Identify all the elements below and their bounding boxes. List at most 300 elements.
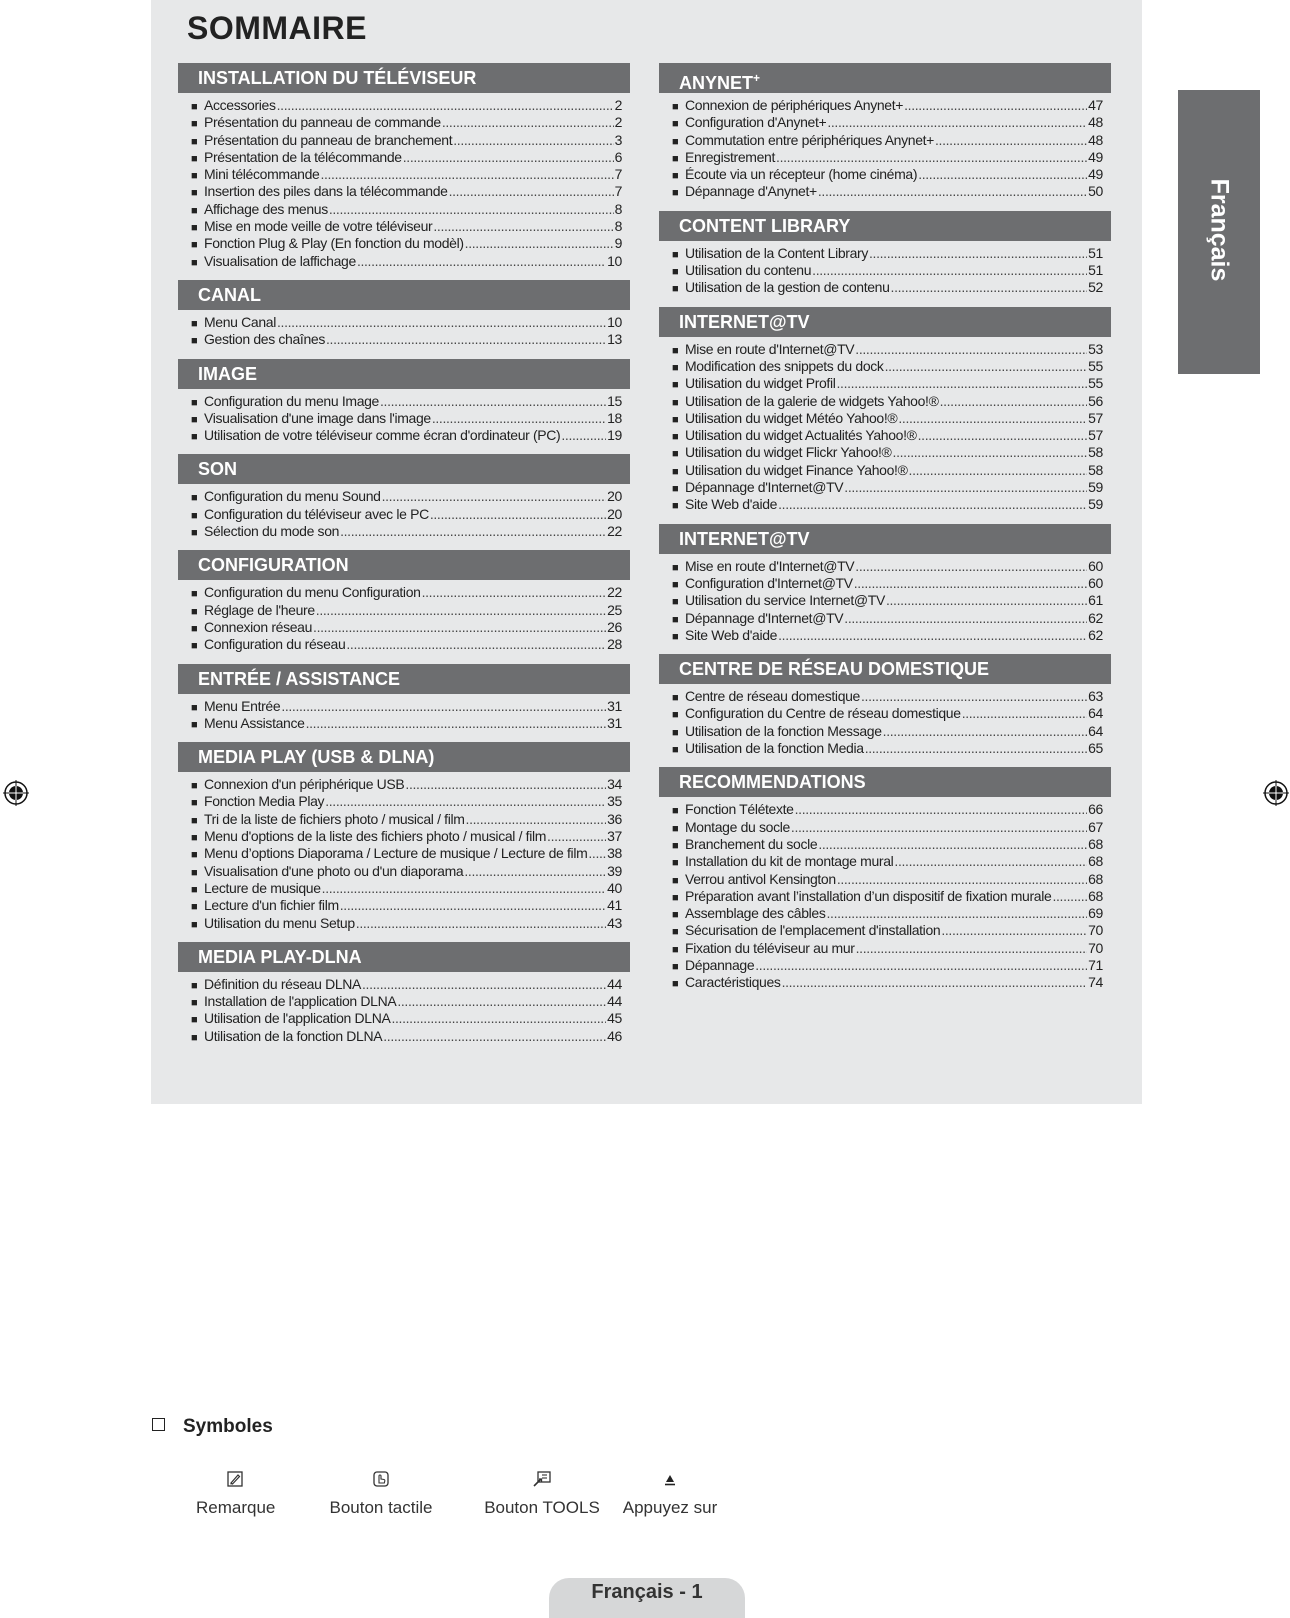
bullet-square-icon: ■ <box>191 849 198 862</box>
toc-entry <box>659 358 1111 375</box>
dot-leader <box>380 393 606 410</box>
toc-entry <box>659 479 1111 496</box>
toc-entry-title: Fonction Plug & Play (En fonction du modèl) <box>204 235 464 252</box>
bullet-square-icon: ■ <box>191 204 198 217</box>
dot-leader <box>854 575 1087 592</box>
toc-entry-title: Dépannage <box>685 956 755 973</box>
toc-entry-title: Insertion des piles dans la télécommande <box>204 183 448 200</box>
toc-entry-page: 31 <box>607 697 622 714</box>
bullet-square-icon: ■ <box>672 396 679 409</box>
toc-entry-title: Préparation avant l’installation d’un dispositif de fixation murale <box>685 887 1052 904</box>
toc-entry-title: Enregistrement <box>685 148 776 165</box>
section-heading <box>659 524 1111 554</box>
toc-entry <box>178 506 630 523</box>
dot-leader <box>433 218 613 235</box>
toc-entry-page: 40 <box>607 879 622 896</box>
toc-entry-title: Lecture d'un fichier film <box>204 897 339 914</box>
toc-entry <box>659 627 1111 644</box>
toc-entry-page: 74 <box>1088 974 1103 991</box>
toc-entry <box>659 97 1111 114</box>
dot-leader <box>909 462 1088 479</box>
bullet-square-icon: ■ <box>191 797 198 810</box>
bullet-square-icon: ■ <box>672 857 679 870</box>
toc-entry-page: 31 <box>607 714 622 731</box>
dot-leader <box>856 940 1088 957</box>
toc-entry-page: 7 <box>614 183 622 200</box>
section-heading-text: INTERNET@TV <box>679 528 810 549</box>
bullet-square-icon: ■ <box>672 978 679 991</box>
toc-entry-title: Utilisation de la fonction Media <box>685 740 864 757</box>
toc-entry-page: 68 <box>1088 870 1103 887</box>
toc-entry-title: Écoute via un récepteur (home cinéma) <box>685 166 918 183</box>
toc-entry <box>659 610 1111 627</box>
toc-entry <box>178 132 630 149</box>
toc-entry-page: 65 <box>1088 740 1103 757</box>
section-heading-text: CENTRE DE RÉSEAU DOMESTIQUE <box>679 659 990 680</box>
bullet-square-icon: ■ <box>672 483 679 496</box>
dot-leader <box>795 801 1088 818</box>
toc-entry-title: Installation du kit de montage mural <box>685 853 894 870</box>
toc-entry <box>178 523 630 540</box>
toc-entry-title: Dépannage d'Internet@TV <box>685 609 844 626</box>
toc-entry-page: 6 <box>614 148 622 165</box>
section-heading-text: RECOMMENDATIONS <box>679 772 866 793</box>
toc-entry <box>659 922 1111 939</box>
toc-entry <box>178 114 630 131</box>
bullet-square-icon: ■ <box>672 709 679 722</box>
toc-entry-title: Utilisation de l'application DLNA <box>204 1010 391 1027</box>
toc-entry <box>659 427 1111 444</box>
toc-entry-title: Utilisation du widget Profil <box>685 375 836 392</box>
dot-leader <box>547 828 606 845</box>
dot-leader <box>362 976 606 993</box>
toc-entry-title: Installation de l'application DLNA <box>204 993 397 1010</box>
toc-entry-page: 62 <box>1088 609 1103 626</box>
toc-entry-page: 49 <box>1088 148 1103 165</box>
toc-section <box>659 654 1111 757</box>
toc-entry-title: Configuration d'Anynet+ <box>685 114 827 131</box>
toc-entry-title: Visualisation d'une photo ou d'un diaporama <box>204 862 464 879</box>
toc-entry <box>178 97 630 114</box>
bullet-square-icon: ■ <box>191 605 198 618</box>
symbol-tools-button <box>483 1470 601 1518</box>
dot-leader <box>325 793 606 810</box>
page-title: SOMMAIRE <box>187 10 367 46</box>
toc-section <box>659 767 1111 991</box>
bullet-square-icon: ■ <box>672 561 679 574</box>
toc-entry-page: 68 <box>1088 853 1103 870</box>
dot-leader <box>886 592 1087 609</box>
dot-leader <box>844 610 1087 627</box>
section-heading-text: CONTENT LIBRARY <box>679 215 851 236</box>
dot-leader <box>778 496 1087 513</box>
dot-leader <box>904 97 1087 114</box>
toc-entry-page: 51 <box>1088 244 1103 261</box>
toc-entry <box>659 740 1111 757</box>
toc-entry <box>178 976 630 993</box>
toc-entry-title: Configuration du réseau <box>204 636 346 653</box>
bullet-square-icon: ■ <box>672 135 679 148</box>
dot-leader <box>855 558 1087 575</box>
toc-entry-title: Menu Assistance <box>204 714 305 731</box>
toc-entry <box>178 845 630 862</box>
bullet-square-icon: ■ <box>672 692 679 705</box>
toc-entry-title: Connexion d'un périphérique USB <box>204 776 405 793</box>
dot-leader <box>422 584 607 601</box>
toc-entry-title: Menu Canal <box>204 313 276 330</box>
toc-entry <box>659 957 1111 974</box>
dot-leader <box>782 974 1088 991</box>
toc-entry-page: 22 <box>607 584 622 601</box>
toc-entry <box>178 897 630 914</box>
section-heading <box>178 942 630 972</box>
bullet-square-icon: ■ <box>672 283 679 296</box>
toc-entry-page: 64 <box>1088 705 1103 722</box>
bullet-square-icon: ■ <box>672 943 679 956</box>
toc-entry <box>659 410 1111 427</box>
toc-entry <box>178 314 630 331</box>
dot-leader <box>812 262 1087 279</box>
section-heading <box>659 211 1111 241</box>
bullet-square-icon: ■ <box>672 630 679 643</box>
toc-entry-title: Fixation du téléviseur au mur <box>685 939 855 956</box>
bullet-square-icon: ■ <box>191 979 198 992</box>
toc-entry-page: 26 <box>607 618 622 635</box>
dot-leader <box>818 836 1087 853</box>
toc-section <box>178 550 630 653</box>
bullet-square-icon: ■ <box>191 135 198 148</box>
toc-entry <box>178 235 630 252</box>
toc-section <box>659 63 1111 201</box>
toc-entry <box>659 871 1111 888</box>
section-heading-text: INSTALLATION DU TÉLÉVISEUR <box>198 68 477 88</box>
bullet-square-icon: ■ <box>191 222 198 235</box>
dot-leader <box>465 235 614 252</box>
bullet-square-icon: ■ <box>191 413 198 426</box>
toc-entry <box>659 888 1111 905</box>
bullet-square-icon: ■ <box>191 622 198 635</box>
toc-entry <box>659 245 1111 262</box>
toc-entry-title: Utilisation de la gestion de contenu <box>685 279 890 296</box>
bullet-square-icon: ■ <box>672 891 679 904</box>
dot-leader <box>322 880 606 897</box>
toc-entry-page: 43 <box>607 914 622 931</box>
toc-entry-page: 28 <box>607 636 622 653</box>
dot-leader <box>277 97 614 114</box>
dot-leader <box>893 444 1088 461</box>
dot-leader <box>898 410 1087 427</box>
toc-entry-page: 66 <box>1088 801 1103 818</box>
dot-leader <box>306 715 607 732</box>
toc-entry-page: 38 <box>607 845 622 862</box>
toc-entry-title: Définition du réseau DLNA <box>204 975 362 992</box>
toc-entry-page: 58 <box>1088 444 1103 461</box>
dot-leader <box>827 114 1087 131</box>
toc-entry-title: Mini télécommande <box>204 166 320 183</box>
toc-entry <box>178 715 630 732</box>
toc-entry-title: Utilisation de la Content Library <box>685 244 868 261</box>
toc-entry <box>178 393 630 410</box>
toc-entry-page: 19 <box>607 427 622 444</box>
toc-section <box>659 307 1111 514</box>
dot-leader <box>340 523 606 540</box>
toc-entry-page: 67 <box>1088 818 1103 835</box>
dot-leader <box>827 905 1088 922</box>
toc-entry-title: Configuration du menu Sound <box>204 488 381 505</box>
section-heading-superscript: + <box>753 71 761 85</box>
toc-entry-title: Affichage des menus <box>204 200 328 217</box>
section-heading <box>659 654 1111 684</box>
toc-entry-title: Branchement du socle <box>685 835 818 852</box>
dot-leader <box>865 740 1087 757</box>
toc-entry-title: Sélection du mode son <box>204 523 340 540</box>
dot-leader <box>561 427 606 444</box>
dot-leader <box>935 132 1087 149</box>
dot-leader <box>588 845 606 862</box>
section-heading-text: MEDIA PLAY (USB & DLNA) <box>198 747 435 768</box>
bullet-square-icon: ■ <box>191 256 198 269</box>
toc-entry-page: 9 <box>614 235 622 252</box>
toc-entry <box>659 166 1111 183</box>
toc-entry <box>659 853 1111 870</box>
toc-entry-title: Dépannage d'Anynet+ <box>685 183 817 200</box>
dot-leader <box>466 811 607 828</box>
toc-entry-title: Utilisation du contenu <box>685 262 812 279</box>
toc-entry-title: Utilisation du widget Actualités Yahoo!® <box>685 427 917 444</box>
toc-entry-page: 8 <box>614 200 622 217</box>
dot-leader <box>281 698 606 715</box>
bullet-square-icon: ■ <box>191 640 198 653</box>
section-heading-text: IMAGE <box>198 363 258 384</box>
toc-entry <box>659 940 1111 957</box>
symbol-press <box>620 1470 720 1518</box>
toc-entry <box>178 183 630 200</box>
bullet-square-icon: ■ <box>672 926 679 939</box>
bullet-square-icon: ■ <box>672 596 679 609</box>
toc-entry <box>659 723 1111 740</box>
bullet-square-icon: ■ <box>672 909 679 922</box>
toc-entry-page: 36 <box>607 810 622 827</box>
dot-leader <box>464 863 606 880</box>
toc-entry-title: Caractéristiques <box>685 974 781 991</box>
dot-leader <box>449 183 614 200</box>
toc-entry-page: 13 <box>607 331 622 348</box>
bullet-square-icon: ■ <box>191 588 198 601</box>
toc-entry-page: 10 <box>607 313 622 330</box>
language-tab <box>1178 90 1260 374</box>
toc-column-right <box>659 63 1111 1002</box>
dot-leader <box>755 957 1087 974</box>
section-heading <box>659 767 1111 797</box>
toc-entry-page: 48 <box>1088 131 1103 148</box>
dot-leader <box>837 375 1088 392</box>
symbol-note <box>196 1470 274 1518</box>
toc-entry <box>659 393 1111 410</box>
section-heading <box>659 63 1111 93</box>
bullet-square-icon: ■ <box>191 883 198 896</box>
toc-entry <box>659 905 1111 922</box>
toc-entry-page: 57 <box>1088 427 1103 444</box>
dot-leader <box>918 166 1087 183</box>
toc-entry <box>659 114 1111 131</box>
toc-entry-page: 34 <box>607 776 622 793</box>
toc-entry-title: Utilisation de la fonction Message <box>685 722 882 739</box>
dot-leader <box>397 993 606 1010</box>
bullet-square-icon: ■ <box>191 492 198 505</box>
dot-leader <box>326 331 606 348</box>
toc-entry <box>178 218 630 235</box>
symbol-touch-button <box>326 1470 436 1518</box>
toc-entry <box>178 331 630 348</box>
toc-entry-page: 18 <box>607 409 622 426</box>
dot-leader <box>818 183 1087 200</box>
dot-leader <box>357 253 606 270</box>
bullet-square-icon: ■ <box>672 805 679 818</box>
toc-entry-page: 41 <box>607 897 622 914</box>
toc-entry <box>659 819 1111 836</box>
toc-entry-title: Configuration du téléviseur avec le PC <box>204 505 429 522</box>
toc-entry-title: Utilisation du widget Flickr Yahoo!® <box>685 444 892 461</box>
toc-entry-page: 44 <box>607 993 622 1010</box>
symbol-touch-button-label: Bouton tactile <box>329 1498 433 1517</box>
toc-entry-title: Sécurisation de l'emplacement d'installation <box>685 922 941 939</box>
toc-entry-page: 22 <box>607 523 622 540</box>
toc-entry <box>659 974 1111 991</box>
section-heading <box>178 454 630 484</box>
toc-entry <box>178 1010 630 1027</box>
bullet-square-icon: ■ <box>191 527 198 540</box>
bullet-square-icon: ■ <box>191 509 198 522</box>
toc-section <box>178 454 630 540</box>
toc-entry <box>659 592 1111 609</box>
toc-entry-page: 10 <box>607 252 622 269</box>
section-heading-text: INTERNET@TV <box>679 311 810 332</box>
toc-entry-title: Présentation du panneau de branchement <box>204 131 453 148</box>
symbol-tools-button-label: Bouton TOOLS <box>484 1498 600 1517</box>
dot-leader <box>791 819 1087 836</box>
dot-leader <box>918 427 1088 444</box>
toc-entry-page: 15 <box>607 392 622 409</box>
dot-leader <box>776 149 1087 166</box>
toc-entry <box>659 262 1111 279</box>
bullet-square-icon: ■ <box>191 170 198 183</box>
toc-entry <box>659 279 1111 296</box>
bullet-square-icon: ■ <box>191 997 198 1010</box>
toc-entry-title: Mise en mode veille de votre téléviseur <box>204 218 433 235</box>
bullet-square-icon: ■ <box>191 701 198 714</box>
toc-entry-page: 44 <box>607 975 622 992</box>
toc-entry <box>178 149 630 166</box>
bullet-square-icon: ■ <box>672 578 679 591</box>
bullet-square-icon: ■ <box>191 814 198 827</box>
toc-entry-title: Lecture de musique <box>204 879 321 896</box>
toc-entry-title: Assemblage des câbles <box>685 905 826 922</box>
bullet-square-icon: ■ <box>672 152 679 165</box>
bullet-square-icon: ■ <box>191 918 198 931</box>
bullet-square-icon: ■ <box>672 874 679 887</box>
toc-entry-page: 52 <box>1088 279 1103 296</box>
toc-entry-page: 48 <box>1088 114 1103 131</box>
bullet-square-icon: ■ <box>191 866 198 879</box>
toc-entry <box>659 462 1111 479</box>
toc-entry <box>659 558 1111 575</box>
dot-leader <box>442 114 614 131</box>
language-tab-label: Français <box>1205 178 1234 282</box>
toc-entry-page: 3 <box>614 131 622 148</box>
bullet-square-icon: ■ <box>672 170 679 183</box>
toc-entry <box>178 584 630 601</box>
toc-entry-title: Gestion des chaînes <box>204 331 325 348</box>
section-heading <box>178 550 630 580</box>
toc-entry <box>178 880 630 897</box>
dot-leader <box>277 314 606 331</box>
toc-entry-title: Modification des snippets du dock <box>685 357 884 374</box>
toc-entry <box>659 688 1111 705</box>
bullet-square-icon: ■ <box>191 832 198 845</box>
toc-entry-page: 68 <box>1088 887 1103 904</box>
bullet-square-icon: ■ <box>672 613 679 626</box>
toc-entry-page: 55 <box>1088 357 1103 374</box>
dot-leader <box>405 776 606 793</box>
section-heading-text: SON <box>198 459 238 480</box>
section-heading <box>178 742 630 772</box>
bullet-square-icon: ■ <box>191 152 198 165</box>
dot-leader <box>346 636 606 653</box>
bullet-square-icon: ■ <box>672 960 679 973</box>
toc-entry-title: Centre de réseau domestique <box>685 688 860 705</box>
dot-leader <box>320 166 613 183</box>
toc-entry-page: 56 <box>1088 392 1103 409</box>
bullet-square-icon: ■ <box>191 718 198 731</box>
dot-leader <box>894 853 1087 870</box>
toc-entry-page: 71 <box>1088 956 1103 973</box>
bullet-square-icon: ■ <box>191 118 198 131</box>
bullet-square-icon: ■ <box>191 1031 198 1044</box>
toc-entry-page: 39 <box>607 862 622 879</box>
toc-entry-title: Configuration du Centre de réseau domestique <box>685 705 961 722</box>
toc-entry <box>178 1028 630 1045</box>
bullet-square-icon: ■ <box>672 465 679 478</box>
toc-entry-page: 47 <box>1088 97 1103 113</box>
toc-entry-page: 55 <box>1088 375 1103 392</box>
dot-leader <box>883 723 1087 740</box>
toc-entry-title: Présentation de la télécommande <box>204 148 402 165</box>
dot-leader <box>356 915 606 932</box>
bullet-square-icon: ■ <box>191 901 198 914</box>
press-icon <box>663 1470 677 1488</box>
toc-entry <box>178 410 630 427</box>
toc-column-left <box>178 63 630 1055</box>
toc-entry-title: Utilisation du service Internet@TV <box>685 592 885 609</box>
dot-leader <box>844 479 1087 496</box>
toc-entry <box>659 575 1111 592</box>
toc-entry <box>659 375 1111 392</box>
section-heading <box>178 280 630 310</box>
toc-entry-title: Utilisation du widget Finance Yahoo!® <box>685 461 908 478</box>
section-heading <box>178 664 630 694</box>
toc-entry <box>178 698 630 715</box>
dot-leader <box>778 627 1087 644</box>
bullet-square-icon: ■ <box>672 379 679 392</box>
toc-entry <box>659 496 1111 513</box>
section-heading-text: ENTRÉE / ASSISTANCE <box>198 668 401 689</box>
bullet-square-icon: ■ <box>191 780 198 793</box>
toc-entry <box>659 444 1111 461</box>
toc-entry <box>178 993 630 1010</box>
dot-leader <box>855 341 1087 358</box>
toc-entry-page: 63 <box>1088 688 1103 705</box>
toc-entry <box>178 863 630 880</box>
